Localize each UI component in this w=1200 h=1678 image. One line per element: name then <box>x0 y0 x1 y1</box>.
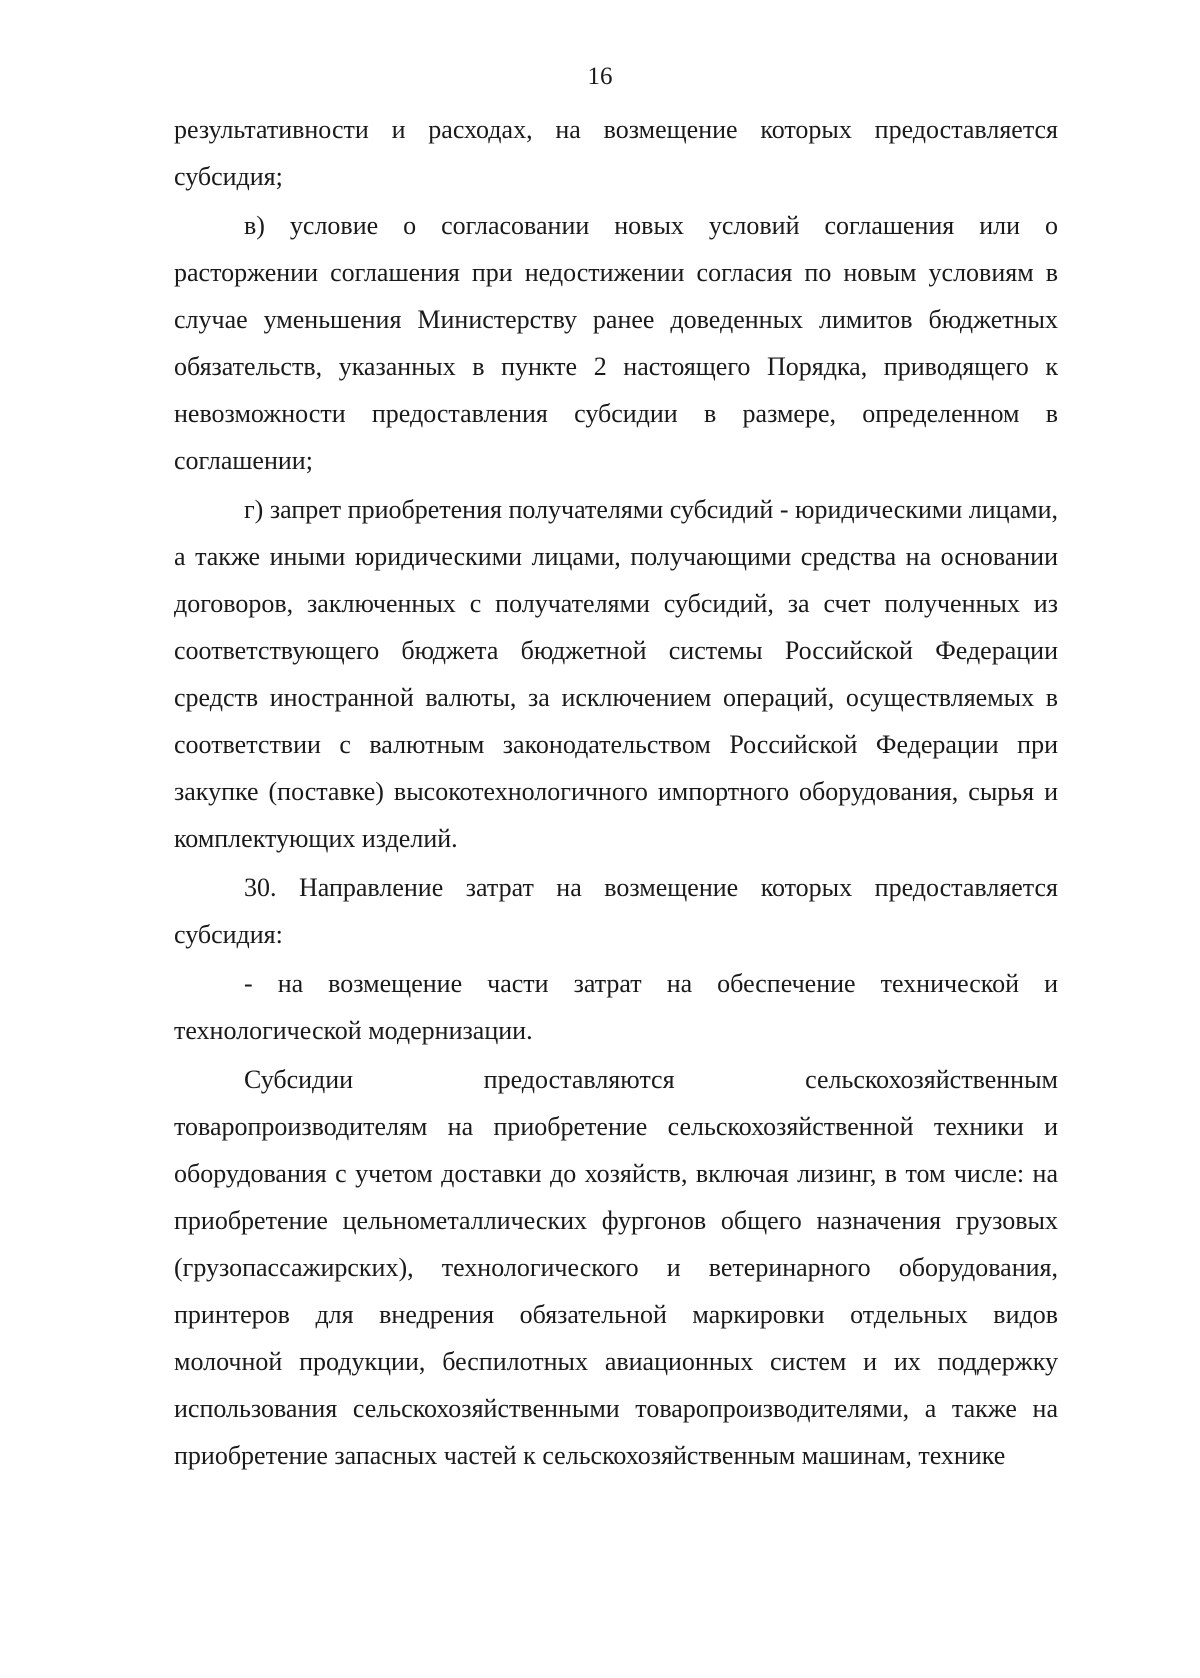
page-number: 16 <box>587 63 613 90</box>
paragraph-subsidies: Субсидии предоставляются сельскохозяйственным товаропроизводителям на приобретение сельскохозяйственной техники и оборудования с учетом доставки до хозяйств, включая лизинг, в том числе: на приобретение цельнометаллических фургонов общего назначения грузовых (грузопассажирских), технологического и ветеринарного оборудования, принтеров для внедрения обязательной маркировки отдельных видов молочной продукции, беспилотных авиационных систем и их поддержку использования сельскохозяйственными товаропроизводителями, а также на приобретение запасных частей к сельскохозяйственным машинам, технике <box>174 1065 1058 1470</box>
paragraph-dash-item: - на возмещение части затрат на обеспечение технической и технологической модернизации. <box>174 969 1058 1045</box>
paragraph-30: 30. Направление затрат на возмещение которых предоставляется субсидия: <box>174 873 1058 949</box>
document-body <box>174 106 1058 1479</box>
paragraph-item-g: г) запрет приобретения получателями субсидий - юридическими лицами, а также иными юридическими лицами, получающими средства на основании договоров, заключенных с получателями субсидий, за счет полученных из соответствующего бюджета бюджетной системы Российской Федерации средств иностранной валюты, за исключением операций, осуществляемых в соответствии с валютным законодательством Российской Федерации при закупке (поставке) высокотехнологичного импортного оборудования, сырья и комплектующих изделий. <box>174 495 1058 853</box>
paragraph-item-v: в) условие о согласовании новых условий соглашения или о расторжении соглашения при недостижении согласия по новым условиям в случае уменьшения Министерству ранее доведенных лимитов бюджетных обязательств, указанных в пункте 2 настоящего Порядка, приводящего к невозможности предоставления субсидии в размере, определенном в соглашении; <box>174 211 1058 475</box>
paragraph-continuation: результативности и расходах, на возмещение которых предоставляется субсидия; <box>174 115 1058 191</box>
